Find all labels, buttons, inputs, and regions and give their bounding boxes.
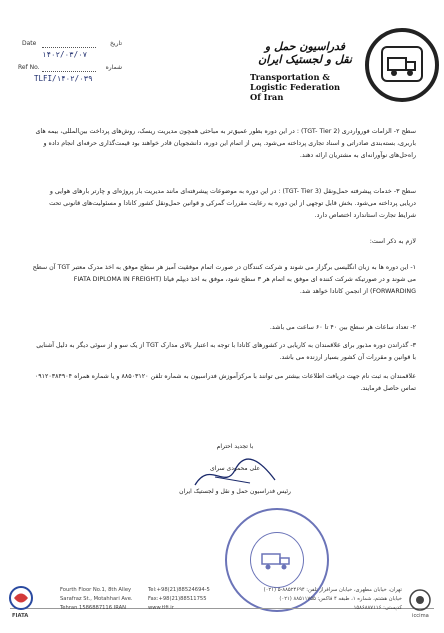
ref-label-fa: شماره [105,64,122,71]
note-title: لازم به ذکر است: [369,238,416,245]
date-label-en: Date [22,40,37,47]
signer-title: رئیس فدراسیون حمل و نقل و لجستیک ایران [179,488,291,495]
date-value: ۱۴۰۲/۰۳/۰۷ [42,50,88,59]
ref-value: TLFI/۱۴۰۲/۰۳۹ [34,74,93,83]
org-name-en: Transportation & Logistic Federation Of Iran [250,72,341,102]
ref-line [42,71,96,72]
stamp-truck-icon [260,550,294,572]
footer-address-en: Fourth Floor No.1, 8th Alley Sarafraz St., Motahhari Ave. Tehran 1586887116 IRAN [60,587,133,611]
iccima-logo-icon [408,588,432,612]
closing-text: با تجدید احترام [216,443,254,450]
date-line [42,47,96,48]
date-label-fa: تاریخ [110,40,122,47]
iccima-label: iccima [412,613,429,619]
truck-glyph-icon [386,52,418,78]
footer-contact-en: Tel:+98(21)88524694-5 Fax:+98(21)88511755 www.tlfi.ir [148,587,210,611]
note-item-3: ۳- گذراندن دوره مذبور برای علاقمندان به کاریابی در کشورهای کانادا با توجه به اعتبار بالای مدارک TGT از یک سو و از سوئی دیگر به دلیل آشنایی با قوانین و مقررات آن کشور بسیار ارزنده می باشد. [36,342,416,362]
paragraph-tier2: سطح ۲- الزامات فورواردری (TGT- Tier 2) : در این دوره بطور عمیق‌تر به مباحثی همچون مدیریت ریسک، روش‌های پرداخت بین‌المللی، بیمه های باربری، بسته‌بندی صادراتی و اسناد تجاری پرداخته می‌شود. پس از اتمام این دوره، دانشجویان قادر خواهند بود قیمت‌گذاری حرفه‌ای انجام داده و راه‌حل‌های نوآورانه‌ای به مشتریان ارائه دهند. [35,128,416,160]
paragraph-tier3: سطح ۳- خدمات پیشرفته حمل‌ونقل (TGT- Tier 3) : در این دوره به موضوعات پیشرفته‌ای مانند مدیریت بار پروژه‌ای و چارتر بارهای هوایی و دریایی پرداخته می‌شود. بخش قابل توجهی از این دوره به رعایت مقررات گمرکی و قوانین حمل‌ونقل کشور کانادا و مسئولیت‌های قانونی تحت شرایط تجارت استاندارد اختصاص دارد. [49,188,416,220]
signer-name: علی محمودی سرای [209,465,261,472]
fiata-globe-icon [8,585,34,611]
ref-label-en: Ref No. [18,64,40,71]
footer-address-fa: تهران، خیابان مطهری، خیابان سرافراز تلفن: ۸۸۵۲۴۶۹۴-۵ (۰۲۱) خیابان هشتم، شماره ۱، طبقه ۴ فاکس: ۸۸۵۱۱۷۵۵ (۰۲۱) کدپستی: ۱۵۸۶۸۸۷۱۱۶ [263,587,402,611]
org-name-fa: فدراسیون حمل و نقل و لجستیک ایران [258,40,352,66]
paragraph-contact: علاقمندان به ثبت نام جهت دریافت اطلاعات بیشتر می توانند با مرکزآموزش فدراسیون به شماره تلفن ۸۸۵۰۳۱۲۰ و یا شماره همراه ۰۹۱۲۰۳۸۴۹۰۴ تماس حاصل فرمایند. [34,373,416,393]
fiata-label: FIATA [12,613,29,619]
signature-mark [190,455,280,495]
note-item-2: ۲- تعداد ساعات هر سطح بین ۴۰ تا ۶۰ ساعت می باشد. [269,324,416,331]
note-item-1: ۱- این دوره ها به زبان انگلیسی برگزار می شوند و شرکت کنندگان در صورت اتمام موفقیت آمیز هر سطح موفق به اخذ مدرک معتبر TGT آن سطح می شوند و در صورتیکه شرکت کننده ای موفق به اتمام هر ۳ سطح شود، موفق به اخذ دیپلم فیاتا (FIATA DIPLOMA IN FREIGHT FORWARDING) از انجمن کانادا خواهد شد. [32,264,416,296]
